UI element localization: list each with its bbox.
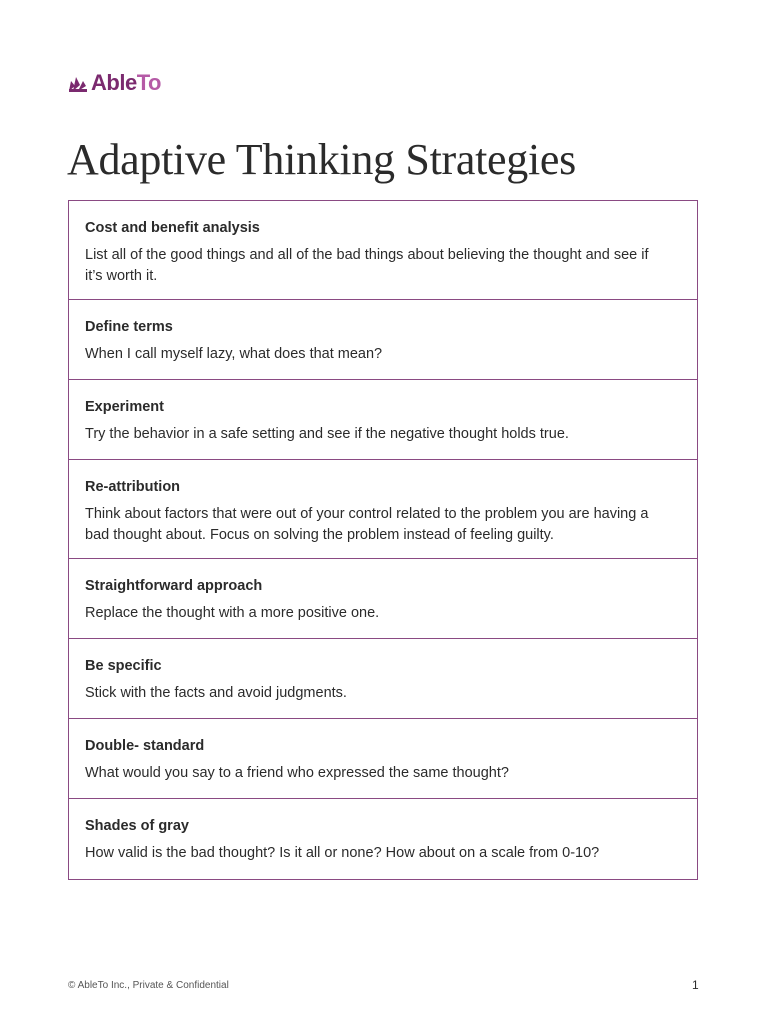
strategy-description: How valid is the bad thought? Is it all or none? How about on a scale from 0-10? xyxy=(85,845,600,861)
strategy-row xyxy=(69,460,697,559)
strategy-title: Experiment xyxy=(85,399,164,415)
page-title: Adaptive Thinking Strategies xyxy=(67,135,576,184)
page-number: 1 xyxy=(692,978,699,992)
logo-word-able: Able xyxy=(91,70,137,95)
strategy-title: Cost and benefit analysis xyxy=(85,220,260,236)
strategy-row xyxy=(69,380,697,460)
strategy-title: Double- standard xyxy=(85,738,205,754)
strategy-description: Think about factors that were out of your control related to the problem you are having a bad thought about. Focus on solving the problem instead of feeling guilty. xyxy=(85,506,649,543)
strategy-title: Be specific xyxy=(85,658,162,674)
strategy-row xyxy=(69,799,697,879)
strategy-row xyxy=(69,201,697,300)
strategy-row xyxy=(69,719,697,799)
logo-mark-icon xyxy=(68,73,88,93)
strategy-description: Replace the thought with a more positive one. xyxy=(85,605,380,621)
strategy-description: List all of the good things and all of the bad things about believing the thought and see if it’s worth it. xyxy=(85,247,649,284)
strategy-title: Straightforward approach xyxy=(85,578,263,594)
strategies-table xyxy=(68,200,698,880)
strategy-title: Re-attribution xyxy=(85,479,181,495)
strategy-description: Stick with the facts and avoid judgments. xyxy=(85,685,347,701)
strategy-description: What would you say to a friend who expressed the same thought? xyxy=(85,765,509,781)
footer-copyright: © AbleTo Inc., Private & Confidential xyxy=(68,980,229,991)
strategy-title: Shades of gray xyxy=(85,818,189,834)
logo-word-to: To xyxy=(136,70,161,95)
ableto-logo xyxy=(68,70,161,96)
strategy-description: When I call myself lazy, what does that mean? xyxy=(85,346,383,362)
strategy-row xyxy=(69,300,697,380)
strategy-row xyxy=(69,639,697,719)
strategy-row xyxy=(69,559,697,639)
strategy-description: Try the behavior in a safe setting and see if the negative thought holds true. xyxy=(85,426,569,442)
logo-wordmark xyxy=(91,70,161,96)
strategy-title: Define terms xyxy=(85,319,173,335)
